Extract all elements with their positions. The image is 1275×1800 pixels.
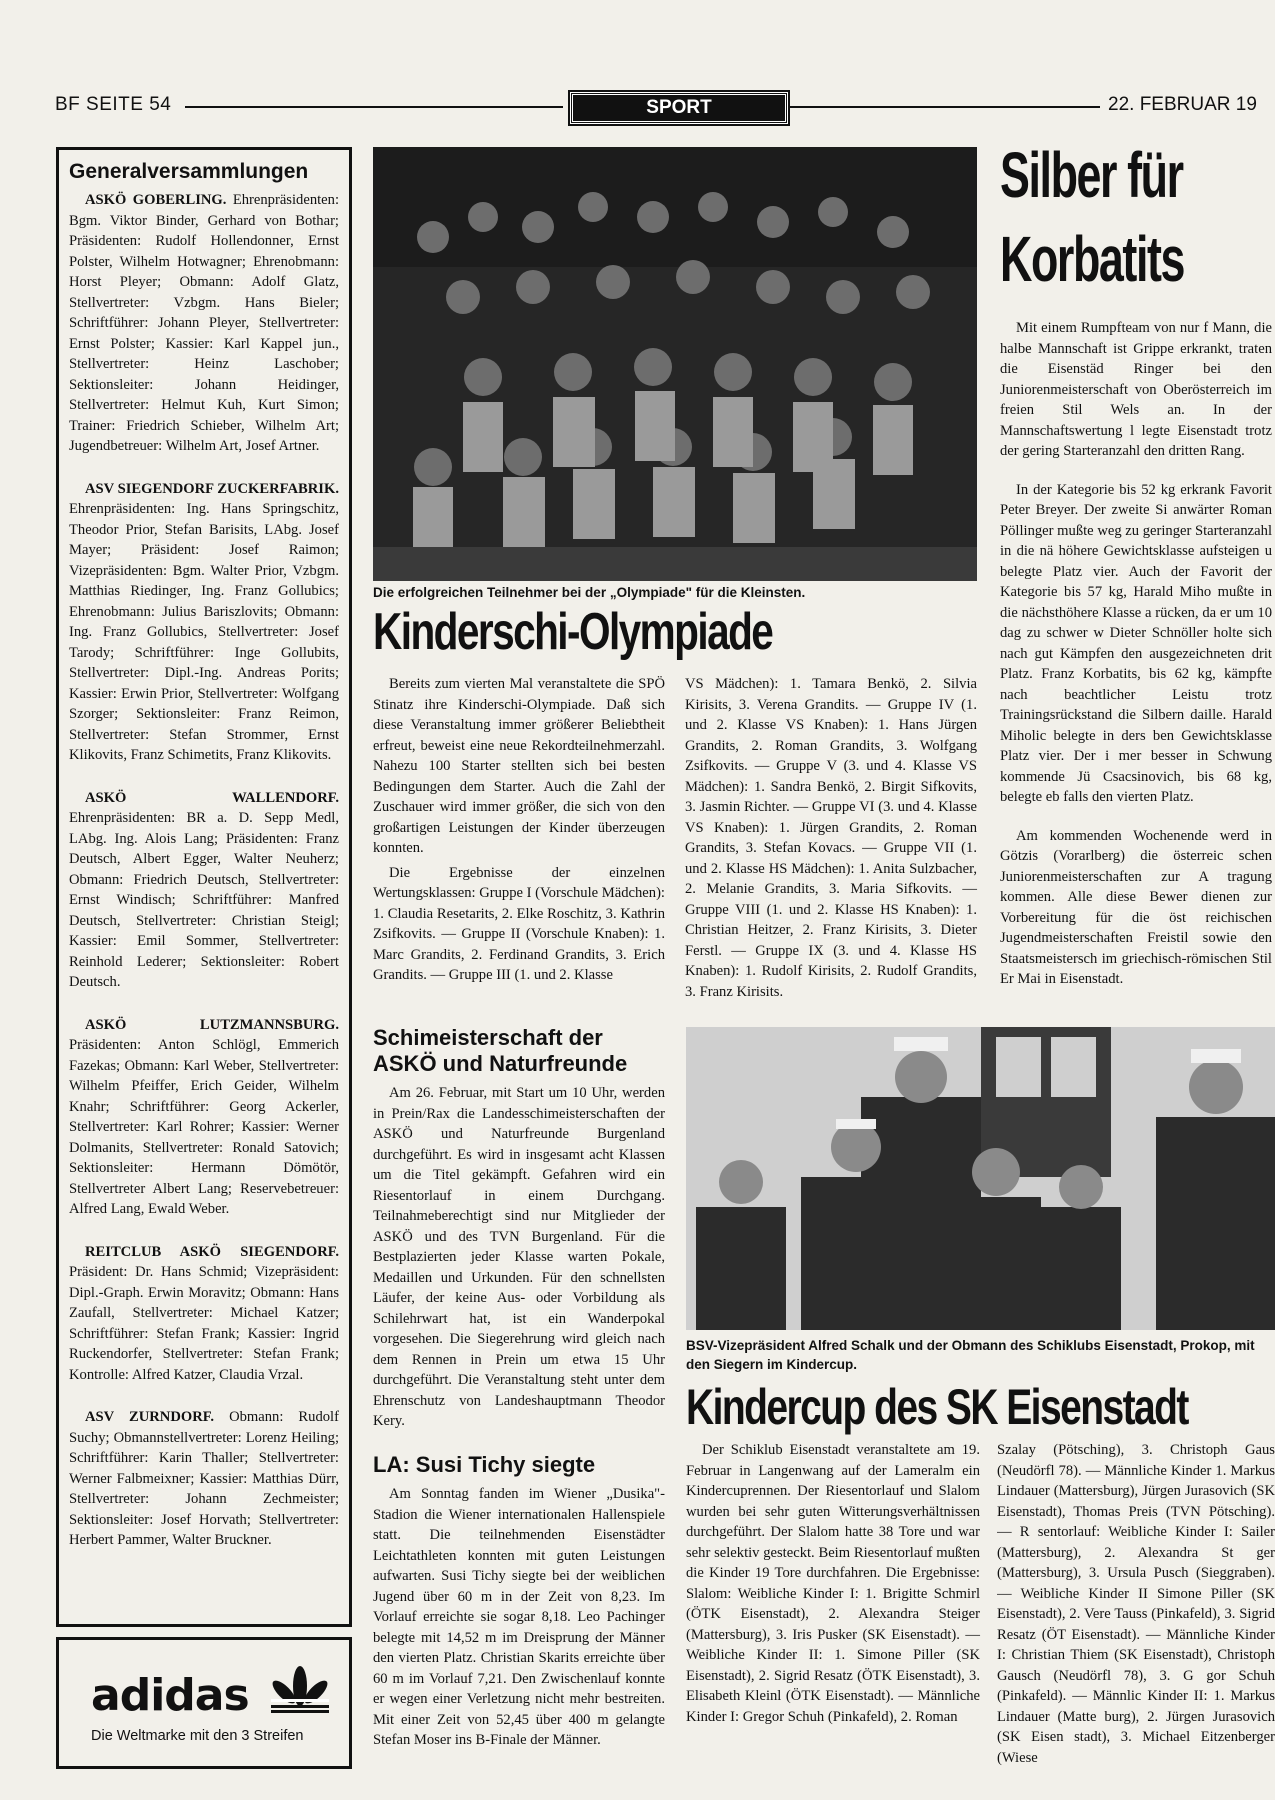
trefoil-logo-icon [267, 1664, 333, 1714]
olympiade-results-start: Die Ergebnisse der einzelnen Wertungsklassen: Gruppe I (Vorschule Mädchen): 1. Claudia Resetarits, 2. Elke Roschitz, 3. Kathrin Zsifkovits. — Gruppe II (Vorschule Knaben): 1. Marc Grandits, 2. Ferdinand Grandits, 3. Erich Grandits. — Gruppe III (1. und 2. Klasse [373, 864, 665, 983]
club-entry [69, 190, 339, 457]
club-name: ASV ZURNDORF. [85, 1409, 214, 1425]
olympiade-headline: Kinderschi-Olympiade [373, 603, 773, 661]
silber-paragraph: Am kommenden Wochenende werd in Götzis (Vorarlberg) die österreic schen Juniorenmeisterschaften zur A tragung kommen. Alle diese Bewer dienen zur Vorbereitung für die öst reichischen Jugendmeisterschaften Freistil sowie den Staatsmeistersch im griechisch-römischen Stil Er Mai in Eisenstadt. [1000, 827, 1272, 987]
club-entry [69, 1407, 339, 1551]
schimeister-paragraph: Am 26. Februar, mit Start um 10 Uhr, werden in Prein/Rax die Landesschimeisterschaften der ASKÖ und Naturfreunde Burgenland durchgeführt. Es wird in insgesamt acht Klassen um die Titel gekämpft. Gefahren wird ein Riesentorlauf in einem Durchgang. Teilnahmeberechtigt sind nur Mitglieder der ASKÖ und des TVN Burgenland. Für die Bestplazierten jeder Klasse warten Pokale, Medaillen und Urkunden. Für den schnellsten Läufer, der keine Aus- oder Vorbildung als Schilehrwart hat, ist ein Wanderpokal vorgesehen. Die Siegerehrung wird gleich nach dem Rennen in Prein um etwa 15 Uhr durchgeführt. Die Veranstaltung steht unter dem Ehrenschutz von Landeshauptmann Theodor Kery. [373, 1085, 665, 1429]
generalversammlungen-box [56, 147, 352, 1627]
kindercup-col2-wrap [997, 1440, 1275, 1800]
olympiade-results-cont: VS Mädchen): 1. Tamara Benkö, 2. Silvia Kirisits, 3. Verena Grandits. — Gruppe IV (1. und 2. Klasse VS Knaben): 1. Hans Jürgen Grandits, 2. Roman Grandits, 3. Wolfgang Zsifkovits. — Gruppe V (3. und 4. Klasse VS Mädchen): 1. Sandra Benkö, 2. Birgit Sifkovits, 3. Jasmin Richter. — Gruppe VI (3. und 4. Klasse VS Knaben): 1. Jürgen Grandits, 2. Roman Grandits, 3. Stefan Kovacs. — Gruppe VII (1. und 2. Klasse HS Mädchen): 1. Anita Sulzbacher, 2. Melanie Grandits, 3. Maria Sifkovits. — Gruppe VIII (1. und 2. Klasse HS Knaben): 1. Christian Heitzer, 2. Franz Kirisits, 3. Dieter Ferstl. — Gruppe IX (3. und 4. Klasse HS Knaben): 1. Rudolf Kirisits, 2. Rudolf Grandits, 3. Franz Kirisits. [685, 676, 977, 1000]
silber-paragraph: In der Kategorie bis 52 kg erkrank Favorit Peter Breyer. Der zweite Si anwärter Roman Pöllinger mußte weg zu geringer Starteranzahl in die nä höhere Gewichtsklasse aufsteigen u belegte Platz vier. Auch der Favorit der Kategorie bis 57 kg, Harald Miho mußte in die nächsthöhere Klasse a rücken, da er um 10 dag zu schwer w Dieter Schnöller holte sich nach gut Kämpfen den ausgezeichneten drit Platz. Franz Korbatits, bis 62 kg, kämpfte nach beachtlicher Leistu trotz Trainingsrückstand die Silbern daille. Harald Miholic belegte in ders ben Gewichtsklasse Platz vier. Der i mer besser in Schwung kommende Jü Csacsinovich, bis 68 kg, belegte eb falls den vierten Platz. [1000, 481, 1272, 805]
generalversammlungen-title: Generalversammlungen [69, 160, 309, 183]
issue-date: 22. FEBRUAR 19 [1108, 94, 1257, 115]
club-name: ASV SIEGENDORF ZUCKERFABRIK. [85, 480, 339, 497]
olympiade-photo [373, 147, 977, 581]
header-rule-right [790, 106, 1100, 108]
silber-paragraph: Mit einem Rumpfteam von nur f Mann, die halbe Mannschaft ist Grippe erkrankt, traten die Eisenstäd Ringer bei den Juniorenmeisterschaft von Oberösterreich im freien Stil Wels an. In der Mannschaftswertung l legte Eisenstadt trotz der gering Starteranzahl den dritten Rang. [1000, 320, 1272, 459]
olympiade-col2 [685, 674, 977, 1002]
club-entry [69, 788, 339, 993]
silber-headline-line2: Korbatits [1000, 223, 1185, 295]
silber-headline-line1: Silber für [1000, 140, 1183, 211]
club-name: ASKÖ LUTZMANNSBURG. [85, 1016, 339, 1033]
club-name: ASKÖ GOBERLING. [85, 192, 227, 208]
club-text: Präsidenten: Anton Schlögl, Emmerich Fazekas; Obmann: Karl Weber, Stellvertreter: Wilhelm Pfeiffer, Erich Geider, Wilhelm Knahr; Schriftführer: Georg Ackerler, Stellvertreter: Karl Rohrer; Kassier: Werner Dolmanits, Stellvertreter: Ronald Satovich; Sektionsleiter: Hermann Dömötör, Stellvertreter Albert Lang; Reservebetreuer: Alfred Lang, Ewald Weber. [69, 1037, 339, 1217]
adidas-ad [56, 1637, 352, 1769]
kindercup-col2 [997, 1440, 1275, 1768]
schimeister-body [373, 1083, 665, 1432]
club-text: Ehrenpräsidenten: Ing. Hans Springschitz, Theodor Prior, Stefan Barisits, LAbg. Josef Mayer; Präsident: Josef Raimon; Vizepräsidenten: Bgm. Walter Prior, Vzbgm. Matthias Riedinger, Ing. Franz Gollubics; Ehrenobmann: Julius Bariszlovits; Obmann: Ing. Franz Gollubics, Stellvertreter: Josef Tarody; Schriftführer: Inge Gollubits, Stellvertreter: Dipl.-Ing. Andreas Porits; Kassier: Erwin Prior, Stellvertreter: Wolfgang Szorger; Sektionsleiter: Franz Reimon, Stellvertreter: Stefan Strommer, Ernst Klikovits, Franz Schimetits, Franz Klikovits. [69, 501, 339, 763]
olympiade-col1 [373, 674, 665, 986]
club-text: Ehrenpräsidenten: BR a. D. Sepp Medl, LAbg. Ing. Alois Lang; Präsidenten: Franz Deutsch, Albert Egger, Walter Neuherz; Obmann: Friedrich Deutsch, Stellvertreter: Ernst Windisch; Schriftführer: Manfred Deutsch, Stellvertreter: Christian Steigl; Kassier: Emil Sommer, Stellvertreter: Reinhold Lederer; Sektionsleiter: Robert Deutsch. [69, 810, 339, 990]
club-text: Präsident: Dr. Hans Schmid; Vizepräsident: Dipl.-Graph. Erwin Moravitz; Obmann: Hans Zaufall, Stellvertreter: Michael Katzer; Schriftführer: Stefan Frank; Kassier: Ingrid Ruckendorfer, Stellvertreter: Stefan Frank; Kontrolle: Alfred Katzer, Claudia Vrzal. [69, 1264, 339, 1383]
club-entry [69, 1015, 339, 1220]
tichy-paragraph: Am Sonntag fanden im Wiener „Dusika"-Stadion die Wiener internationalen Hallenspiele statt. Die teilnehmenden Eisenstädter Leichtathleten konnten mit guten Leistungen aufwarten. Susi Tichy siegte bei der weiblichen Jugend über 60 m in der Zeit von 8,23. Im Vorlauf erreichte sie sogar 8,18. Leo Pachinger belegte mit 14,52 m im Dreisprung der Männer den vierten Platz. Christian Skarits erreichte über 60 m im Vorlauf 7,21. Den Zwischenlauf konnte er wegen einer Verletzung nicht mehr bestreiten. Mit einer Zeit von 52,45 über 400 m gelangte Stefan Moser ins B-Finale der Männer. [373, 1486, 665, 1748]
adidas-tagline: Die Weltmarke mit den 3 Streifen [91, 1728, 304, 1744]
silber-body [1000, 318, 1272, 990]
club-entry [69, 1242, 339, 1386]
club-name: ASKÖ WALLENDORF. [85, 789, 339, 806]
olympiade-intro: Bereits zum vierten Mal veranstaltete die SPÖ Stinatz ihre Kinderschi-Olympiade. Daß sich diese Veranstaltung immer größerer Beliebtheit erfreut, beweist eine neue Rekordteilnehmerzahl. Nahezu 100 Starter stellten sich bei besten Bedingungen dem Starter. Auch die Zahl der Zuschauer wird immer größer, die sich von den großartigen Leistungen der Kinder überzeugen konnten. [373, 676, 665, 856]
club-text: Ehrenpräsidenten: Bgm. Viktor Binder, Gerhard von Bothar; Präsidenten: Rudolf Hollendonner, Ernst Polster, Wilhelm Hotwagner; Ehrenobmann: Horst Pleyer; Obmann: Adolf Glatz, Stellvertreter: Vzbgm. Hans Bieler; Schriftführer: Johann Pleyer, Stellvertreter: Ernst Polster; Kassier: Karl Kappel jun., Stellvertreter: Heinz Laschober; Sektionsleiter: Johann Heidinger, Stellvertreter: Helmut Kuh, Kurt Simon; Trainer: Friedrich Schieber, Wilhelm Art; Jugendbetreuer: Wilhelm Art, Josef Artner. [69, 192, 339, 454]
schimeister-headline: Schimeisterschaft der ASKÖ und Naturfreunde [373, 1025, 628, 1076]
club-name: REITCLUB ASKÖ SIEGENDORF. [85, 1243, 339, 1260]
section-label: SPORT [570, 92, 788, 124]
kindercup-photo [686, 1027, 1275, 1330]
tichy-headline: LA: Susi Tichy siegte [373, 1452, 596, 1477]
silber-article [1000, 140, 1275, 1010]
tichy-body [373, 1484, 665, 1751]
kindercup-photo-caption: BSV-Vizepräsident Alfred Schalk und der Obmann des Schiklubs Eisenstadt, Prokop, mit den Siegern im Kindercup. [686, 1338, 1255, 1372]
adidas-wordmark: adidas [91, 1670, 249, 1721]
olympiade-photo-caption: Die erfolgreichen Teilnehmer bei der „Olympiade" für die Kleinsten. [373, 585, 806, 600]
group-photo-image [373, 147, 977, 581]
club-entry [69, 479, 339, 766]
kindercup-headline: Kindercup des SK Eisenstadt [686, 1379, 1188, 1435]
header-rule-left [185, 106, 563, 108]
club-text: Obmann: Rudolf Suchy; Obmannstellvertreter: Lorenz Heiling; Schriftführer: Karin Thaller; Stellvertreter: Werner Falbmeixner; Kassier: Matthias Dürr, Stellvertreter: Johann Zechmeister; Sektionsleiter: Josef Horvath; Stellvertreter: Herbert Pammer, Walter Bruckner. [69, 1409, 339, 1548]
club-list [59, 190, 349, 1551]
kindercup-results: Der Schiklub Eisenstadt veranstaltete am 19. Februar in Langenwang auf der Lameralm ein Kindercuprennen. Der Riesentorlauf und Slalom wurden bei sehr guten Witterungsverhältnissen durchgeführt. Der Slalom hatte 38 Tore und war sehr selektiv gesteckt. Beim Riesentorlauf mußten die Kinder 19 Tore durchfahren. Die Ergebnisse: Slalom: Weibliche Kinder I: 1. Brigitte Schmirl (ÖTK Eisenstadt), 2. Alexandra Steiger (Mattersburg), 3. Iris Pusker (SK Eisenstadt). — Weibliche Kinder II: 1. Simone Piller (SK Eisenstadt), 2. Sigrid Resatz (ÖTK Eisenstadt), 3. Elisabeth Kleinl (ÖTK Eisenstadt). — Männliche Kinder I: Gregor Schuh (Pinkafeld), 2. Roman [686, 1442, 980, 1725]
page-number: BF SEITE 54 [55, 94, 172, 115]
kindercup-results-cont: Szalay (Pötsching), 3. Christoph Gaus (Neudörfl 78). — Männliche Kinder 1. Markus Lindauer (Mattersburg), Jürgen Jurasovich (SK Eisenstadt), Thomas Preis (TVN Pötsching). — R sentorlauf: Weibliche Kinder I: Sailer (Mattersburg), 2. Alexandra St ger (Mattersburg), 3. Ursula Pusch (Sieggraben). — Weibliche Kinder II Simone Piller (SK Eisenstadt), 2. Vere Tauss (Pinkafeld), 3. Sigrid Resatz (ÖT Eisenstadt). — Männliche Kinder I: Christian Thiem (SK Eisenstadt), Christoph Gausch (Neudörfl 78), 3. G gor Schuh (Pinkafeld). — Männlic Kinder II: 1. Markus Lindauer (Matte burg), 2. Jürgen Jurasovich (SK Eisen stadt), 3. Michael Eitzenberger (Wiese [997, 1442, 1275, 1766]
winners-photo-image [686, 1027, 1275, 1330]
kindercup-col1 [686, 1440, 980, 1727]
